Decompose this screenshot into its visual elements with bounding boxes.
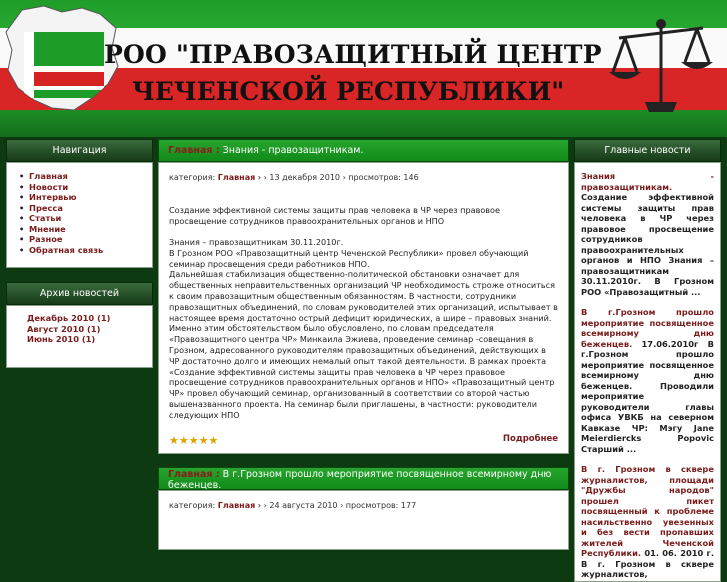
article-text: [169, 205, 558, 421]
nav-item-feedback[interactable]: • Обратная связь: [29, 245, 152, 256]
meta-category-link[interactable]: Главная: [217, 500, 256, 510]
nav-item-misc[interactable]: • Разное: [29, 234, 152, 245]
archive-box-header: Архив новостей: [6, 282, 153, 305]
rating-stars[interactable]: ★★★★★: [169, 433, 219, 447]
article-paragraph: В Грозном РОО «Правозащитный центр Чеченской Республики» провел обучающий семинар просвещения среди работников НПО.: [169, 247, 529, 269]
news-item: [581, 171, 714, 297]
news-item-text: 17.06.2010г В г.Грозном прошло мероприятие посвященное всемирному дню беженцев. Проводили мероприятие руководители главы офиса УВКБ на северном Кавказе ЧР: Мэгу Jane Meierdiercks Popovic Старший ...: [581, 338, 714, 454]
scales-of-justice-icon: [605, 14, 717, 119]
meta-views: › просмотров: 177: [340, 500, 417, 510]
article-paragraph: Дальнейшая стабилизация общественно-политической обстановки означает для общественных неправительственных организаций ЧР необходимость строже относиться к своим правозащитным общественным обязанностям. В частности, сотрудники правозащитных объединений, по словам руководителей этих организаций, испытывает в настоящее время достаточно острый дефицит юридических, а шире – правовых знаний. Именно этим обстоятельством было обусловлено, по словам председателя «Правозащитного центра ЧР» Минкаила Эжиева, проведение семинар -совещания в Грозном, адресованного руководителям правозащитных объединений, действующих в ЧР достаточно долго и имеющих немалый опыт такой деятельности. В рамках проекта «Создание эффективной системы защиты прав человека в ЧР через правовое просвещение сотрудников правоохранительных органов и НПО» «Правозащитный центр ЧР» провел обучающий семинар, организованный в соответствии со второй частью вышеназванного проекта. На семинар были приглашены, в частности: руководители следующих НПО: [169, 269, 558, 420]
meta-category-link[interactable]: Главная: [217, 173, 256, 182]
nav-box-header: Навигация: [6, 139, 153, 162]
site-title-line1: РОО "ПРАВОЗАЩИТНЫЙ ЦЕНТР: [104, 40, 602, 69]
news-item: [581, 307, 714, 454]
nav-list: [29, 171, 152, 255]
nav-item-interview[interactable]: • Интервью: [29, 192, 152, 203]
meta-date: › 24 августа 2010: [263, 500, 338, 510]
meta-category-label: категория:: [169, 173, 216, 182]
archive-list: [27, 313, 152, 345]
article-body: [158, 490, 569, 550]
breadcrumb-home[interactable]: Главная :: [168, 468, 220, 480]
nav-item-opinion[interactable]: • Мнение: [29, 224, 152, 235]
site-header: [0, 0, 727, 137]
article-meta: [169, 501, 558, 511]
nav-box: [6, 162, 153, 268]
left-column: [6, 139, 153, 368]
article-paragraph: Знания – правозащитникам 30.11.2010г.: [169, 237, 344, 248]
nav-item-news[interactable]: • Новости: [29, 182, 152, 193]
archive-item-dec-2010[interactable]: Декабрь 2010 (1): [27, 313, 111, 323]
archive-item-jun-2010[interactable]: Июнь 2010 (1): [27, 334, 96, 344]
news-item-text: Создание эффективной системы защиты прав человека в ЧР через правовое просвещение сотрудников правоохранительных органов и НПО Знания – правозащитникам 30.11.2010г. В Грозном РОО «Правозащитный ...: [581, 192, 714, 297]
news-item: [581, 464, 714, 580]
main-column: [158, 139, 569, 550]
article-meta: [169, 173, 558, 183]
meta-separator: ›: [257, 500, 262, 510]
meta-category-label: категория:: [169, 500, 216, 510]
nav-item-home[interactable]: • Главная: [29, 171, 152, 182]
article-header: [158, 139, 569, 162]
article-title[interactable]: Знания - правозащитникам.: [222, 145, 364, 156]
meta-separator: ›: [257, 173, 262, 182]
meta-date: › 13 декабря 2010: [263, 173, 341, 182]
news-item-title[interactable]: В г.Грозном прошло мероприятие посвященное всемирному дню беженцев.: [581, 307, 714, 349]
news-item-title[interactable]: Знания - правозащитникам.: [581, 171, 714, 192]
article-footer: [169, 429, 558, 447]
news-item-text: 01. 06. 2010 г. В г. Грозном в сквере журналистов,: [581, 548, 715, 579]
article-header: [158, 467, 569, 490]
main-news-header: Главные новости: [574, 139, 721, 162]
archive-item-aug-2010[interactable]: Август 2010 (1): [27, 323, 101, 334]
breadcrumb-home[interactable]: Главная :: [168, 145, 220, 156]
article-title[interactable]: В г.Грозном прошло мероприятие посвященное всемирному дню беженцев.: [168, 468, 552, 491]
site-title-line2: ЧЕЧЕНСКОЙ РЕСПУБЛИКИ": [132, 77, 565, 106]
article-body: [158, 162, 569, 454]
meta-views: › просмотров: 146: [342, 173, 419, 182]
main-news-box: [574, 162, 721, 582]
archive-box: [6, 305, 153, 368]
news-item-title[interactable]: В г. Грозном в сквере журналистов, площади "Дружбы народов" прошел пикет посвященный к проблеме насильственно увезенных и без вести пропавших жителей Чеченской Республики.: [581, 464, 714, 558]
nav-item-press[interactable]: • Прессa: [29, 203, 152, 214]
nav-item-articles[interactable]: • Статьи: [29, 213, 152, 224]
read-more-link[interactable]: Подробнее: [502, 433, 558, 444]
right-column: [574, 139, 721, 582]
article-paragraph: Создание эффективной системы защиты прав человека в ЧР через правовое просвещение сотрудников правоохранительных органов и НПО: [169, 205, 500, 226]
